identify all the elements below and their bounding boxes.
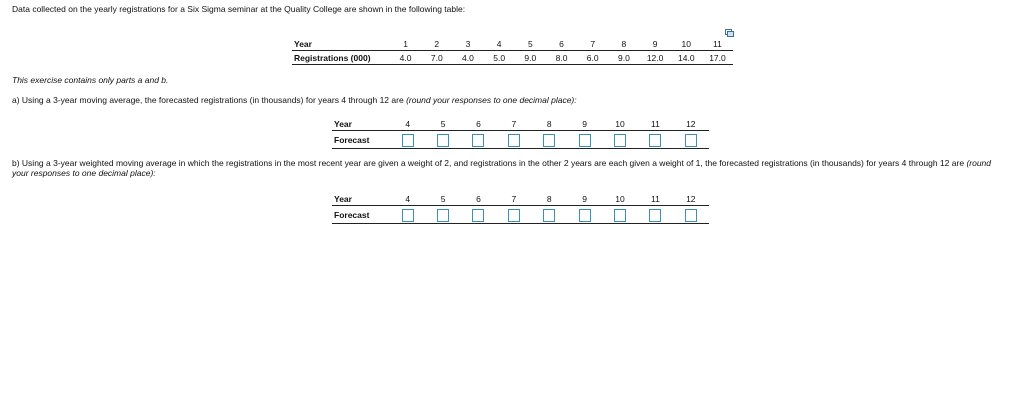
part-a-question xyxy=(12,95,577,105)
year-cell: 3 xyxy=(452,37,483,51)
forecast-input-b-year-5[interactable] xyxy=(437,209,449,222)
part-a-forecast-table xyxy=(332,117,709,149)
part-a-forecast-row xyxy=(332,131,709,149)
forecast-input-b-year-4[interactable] xyxy=(402,209,414,222)
part-a-year-cell: 9 xyxy=(567,117,602,131)
part-a-year-cell: 8 xyxy=(532,117,567,131)
part-b-forecast-table xyxy=(332,192,709,224)
forecast-input-b-year-6[interactable] xyxy=(472,209,484,222)
part-b-year-cell: 5 xyxy=(425,192,460,206)
part-a-year-cell: 10 xyxy=(602,117,637,131)
year-cell: 7 xyxy=(577,37,608,51)
registrations-cell: 12.0 xyxy=(640,51,671,65)
year-cell: 4 xyxy=(484,37,515,51)
intro-text: Data collected on the yearly registrations for a Six Sigma seminar at the Quality College are shown in the following table: xyxy=(12,4,466,14)
forecast-input-b-year-7[interactable] xyxy=(508,209,520,222)
year-header: Year xyxy=(292,37,390,51)
year-cell: 2 xyxy=(421,37,452,51)
registrations-cell: 4.0 xyxy=(390,51,421,65)
year-cell: 1 xyxy=(390,37,421,51)
part-b-year-cell: 4 xyxy=(390,192,425,206)
part-a-year-cell: 11 xyxy=(638,117,673,131)
year-cell: 8 xyxy=(608,37,639,51)
forecast-input-a-year-5[interactable] xyxy=(437,134,449,147)
year-cell: 10 xyxy=(671,37,702,51)
forecast-input-a-year-7[interactable] xyxy=(508,134,520,147)
part-a-instruction: (round your responses to one decimal place): xyxy=(406,95,577,105)
part-b-year-cell: 9 xyxy=(567,192,602,206)
copy-icon[interactable] xyxy=(725,29,734,37)
forecast-input-a-year-4[interactable] xyxy=(402,134,414,147)
part-b-year-cell: 11 xyxy=(638,192,673,206)
part-b-year-cell: 7 xyxy=(496,192,531,206)
registrations-row xyxy=(292,51,733,65)
forecast-input-a-year-6[interactable] xyxy=(472,134,484,147)
year-cell: 9 xyxy=(640,37,671,51)
registrations-header: Registrations (000) xyxy=(292,51,390,65)
part-b-year-cell: 12 xyxy=(673,192,708,206)
forecast-input-b-year-12[interactable] xyxy=(685,209,697,222)
part-b-year-row xyxy=(332,192,709,206)
part-a-year-header: Year xyxy=(332,117,390,131)
part-b-year-header: Year xyxy=(332,192,390,206)
forecast-input-b-year-11[interactable] xyxy=(649,209,661,222)
year-row xyxy=(292,37,733,51)
part-b-year-cell: 10 xyxy=(602,192,637,206)
forecast-input-a-year-8[interactable] xyxy=(543,134,555,147)
part-a-text: a) Using a 3-year moving average, the forecasted registrations (in thousands) for years 4 through 12 are xyxy=(12,95,404,105)
part-b-question xyxy=(12,158,1002,178)
part-a-year-cell: 7 xyxy=(496,117,531,131)
registrations-cell: 9.0 xyxy=(515,51,546,65)
part-a-forecast-header: Forecast xyxy=(332,131,390,149)
registrations-cell: 14.0 xyxy=(671,51,702,65)
registrations-cell: 9.0 xyxy=(608,51,639,65)
registrations-cell: 17.0 xyxy=(702,51,733,65)
forecast-input-a-year-12[interactable] xyxy=(685,134,697,147)
registrations-cell: 4.0 xyxy=(452,51,483,65)
part-b-text: b) Using a 3-year weighted moving average in which the registrations in the most recent year are given a weight of 2, and registrations in the other 2 years are each given a weight of 1, the forecasted registrations (in thousands) for years 4 through 12 are xyxy=(12,158,965,168)
forecast-input-b-year-10[interactable] xyxy=(614,209,626,222)
registrations-table xyxy=(292,37,733,65)
part-b-forecast-header: Forecast xyxy=(332,206,390,224)
part-b-year-cell: 6 xyxy=(461,192,496,206)
part-b-year-cell: 8 xyxy=(532,192,567,206)
part-a-year-cell: 5 xyxy=(425,117,460,131)
registrations-cell: 5.0 xyxy=(484,51,515,65)
registrations-cell: 7.0 xyxy=(421,51,452,65)
forecast-input-a-year-9[interactable] xyxy=(579,134,591,147)
forecast-input-a-year-11[interactable] xyxy=(649,134,661,147)
part-a-year-row xyxy=(332,117,709,131)
forecast-input-b-year-8[interactable] xyxy=(543,209,555,222)
part-b-instruction: (round your responses to one decimal place): xyxy=(12,158,992,178)
exercise-note: This exercise contains only parts a and b. xyxy=(12,75,169,85)
part-a-year-cell: 4 xyxy=(390,117,425,131)
part-a-year-cell: 12 xyxy=(673,117,708,131)
part-b-forecast-row xyxy=(332,206,709,224)
year-cell: 6 xyxy=(546,37,577,51)
forecast-input-a-year-10[interactable] xyxy=(614,134,626,147)
year-cell: 5 xyxy=(515,37,546,51)
forecast-input-b-year-9[interactable] xyxy=(579,209,591,222)
registrations-cell: 8.0 xyxy=(546,51,577,65)
registrations-cell: 6.0 xyxy=(577,51,608,65)
part-a-year-cell: 6 xyxy=(461,117,496,131)
year-cell: 11 xyxy=(702,37,733,51)
